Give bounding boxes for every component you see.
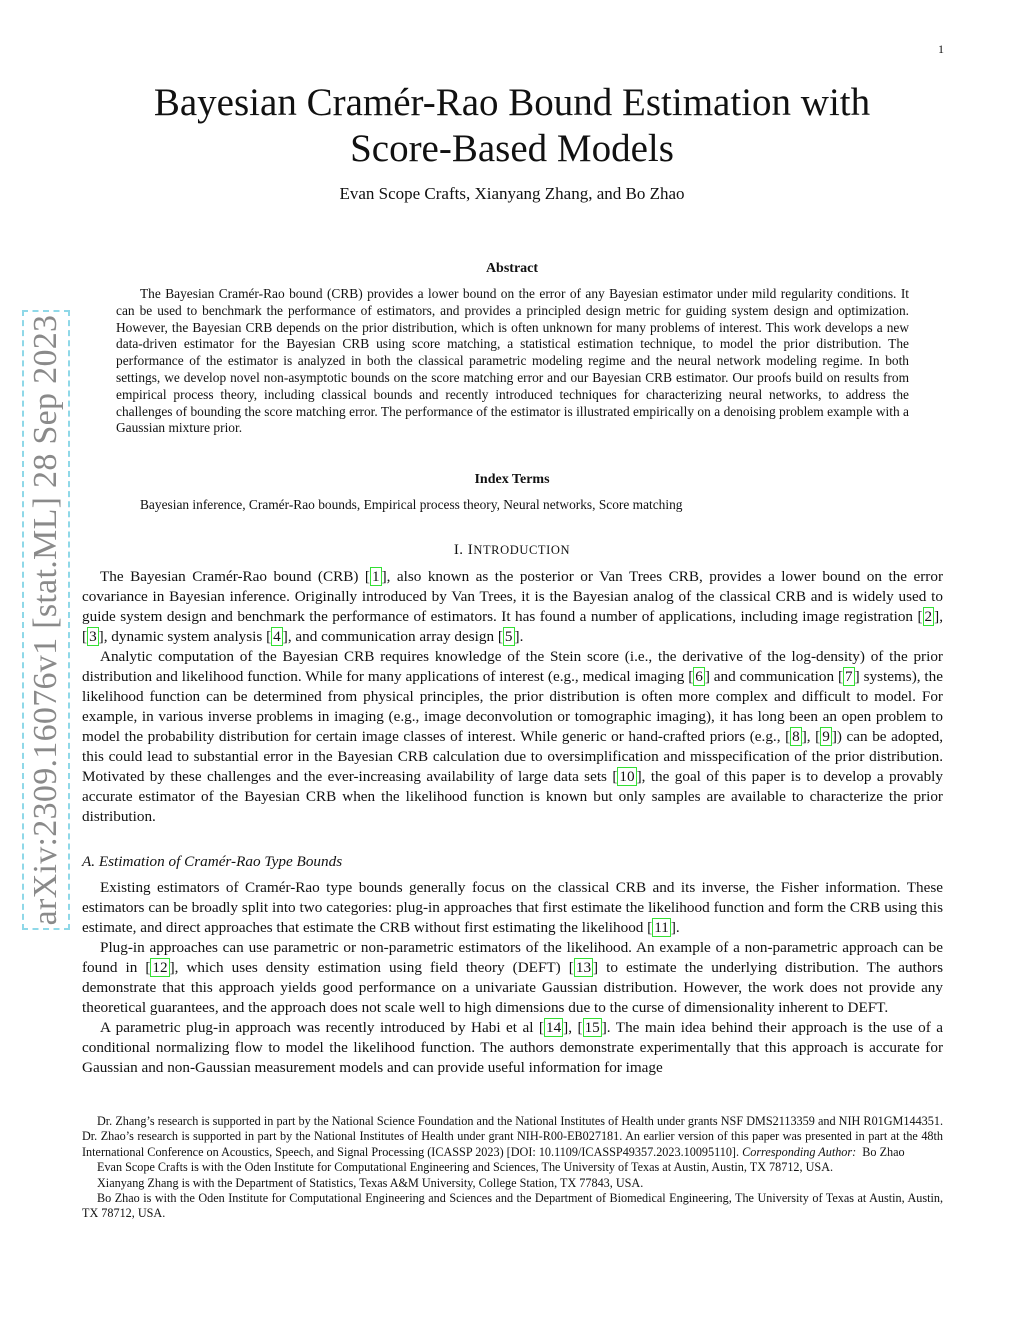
section-heading-introduction [0,542,1024,559]
text-run: Analytic computation of the Bayesian CRB requires knowledge of the Stein score (i.e., the derivative of the log-density) of the prior distribution and likelihood function. While for many applications of interest (e.g., medical imaging [ [82,648,943,685]
arxiv-stamp-text: arXiv:2309.16076v1 [stat.ML] 28 Sep 2023 [27,314,64,926]
section-title-smallcaps: NTRODUCTION [473,543,571,557]
citation-link[interactable]: 1 [371,568,380,585]
footnote-text: Dr. Zhang’s research is supported in part by the National Science Foundation and the National Institutes of Health under grants NSF DMS2113359 and NIH R01GM144351. Dr. Zhao’s research is supported in part by the National Institutes of Health under grant NIH-R00-EB027181. An earlier version of this paper was presented in part at the 48th International Conference on Acoustics, Speech, and Signal Processing (ICASSP 2023) [DOI: 10.1109/ICASSP49357.2023.10095110]. [82,1114,943,1159]
title-line-2: Score-Based Models [350,127,674,170]
abstract-text: The Bayesian Cramér-Rao bound (CRB) provides a lower bound on the error of any Bayesian estimator under mild regularity conditions. It can be used to benchmark the performance of estimators, and provides a principled design metric for guiding system design and optimization. However, the Bayesian CRB depends on the prior distribution, which is often unknown for many problems of interest. This work develops a new data-driven estimator for the Bayesian CRB using score matching, a statistical estimation technique, to model the prior distribution. The performance of the estimator is analyzed in both the classical parametric modeling regime and the neural network modeling regime. In both settings, we develop novel non-asymptotic bounds on the score matching error and our Bayesian CRB estimator. Our proofs build on results from empirical process theory, including classical bounds and recently introduced techniques for characterizing neural networks, to address the challenges of bounding the score matching error. The performance of the estimator is illustrated empirically on a denoising problem example with a Gaussian mixture prior. [116,286,909,436]
citation-link[interactable]: 15 [584,1019,600,1036]
citation-link[interactable]: 11 [654,919,669,936]
text-run: ] and communication [ [704,668,844,685]
footnote-affiliation: Evan Scope Crafts is with the Oden Institute for Computational Engineering and Sciences, The University of Texas at Austin, Austin, TX 78712, USA. [97,1160,834,1175]
text-run: ], dynamic system analysis [ [98,628,272,645]
paragraph [82,878,943,938]
text-run: ], [ [563,1019,583,1036]
footnote-affiliation: Bo Zhao is with the Oden Institute for Computational Engineering and Sciences and the Department of Biomedical Engineering, The University of Texas at Austin, Austin, TX 78712, USA. [82,1191,943,1221]
footnote-affiliation: Xianyang Zhang is with the Department of Statistics, Texas A&M University, College Station, TX 77843, USA. [97,1175,644,1190]
corresponding-author-name: Bo Zhao [862,1144,905,1159]
paragraph [82,647,943,827]
paper-title [0,80,1024,172]
page-number: 1 [938,42,944,56]
citation-link[interactable]: 13 [575,959,592,976]
index-terms-heading: Index Terms [474,472,550,487]
citation-link[interactable]: 5 [504,628,513,645]
paragraph [82,1018,943,1078]
subsection-body [82,878,943,1078]
footnote-funding [82,1114,943,1160]
text-run: ]. [670,919,680,936]
index-terms-text: Bayesian inference, Cramér-Rao bounds, Empirical process theory, Neural networks, Score matching [140,497,683,512]
text-run: ], and communication array design [ [282,628,503,645]
text-run: ] to estimate the underlying distribution. The authors demonstrate that this approach yields good performance on a univariate Gaussian distribution. However, the work does not provide any theoretical guarantees, and the approach does not scale well to high dimensions due to the curse of dimensionality inherent to DEFT. [82,959,943,1016]
introduction-body [82,567,943,827]
section-numeral: I. I [453,542,474,558]
citation-link[interactable]: 6 [695,668,703,685]
text-run: The Bayesian Cramér-Rao bound (CRB) [ [100,568,370,585]
text-run: ]) can be adopted, this could lead to substantial error in the Bayesian CRB calculation due to oversimplification and misspecification of the prior distribution. Motivated by these challenges and the ever-increasing availability of large data sets [ [82,728,943,785]
text-run: Existing estimators of Cramér-Rao type bounds generally focus on the classical CRB and its inverse, the Fisher information. These estimators can be broadly split into two categories: plug-in approaches that first estimate the likelihood function and form the CRB using this estimate, and direct approaches that estimate the CRB without first estimating the likelihood [ [82,879,943,936]
citation-link[interactable]: 3 [89,628,97,645]
abstract-heading: Abstract [485,261,539,276]
text-run: ] systems), the likelihood function can be determined from physical principles, the prior distribution is often more complex and difficult to model. For example, in various inverse problems in imaging (e.g., image deconvolution or tomographic imaging), it has long been an open problem to model the probability distribution for certain image classes of interest. While generic or hand-crafted priors (e.g., [ [82,668,943,745]
citation-link[interactable]: 12 [152,959,168,976]
citation-link[interactable]: 9 [822,728,830,745]
text-run: ]. [514,628,524,645]
corresponding-author-label: Corresponding Author: [742,1144,857,1159]
text-run: ], [ [801,728,821,745]
citation-link[interactable]: 4 [273,628,281,645]
text-run: ], [ [82,608,943,645]
text-run: ], which uses density estimation using field theory (DEFT) [ [169,959,574,976]
text-run: A parametric plug-in approach was recently introduced by Habi et al [ [100,1019,544,1036]
title-line-1: Bayesian Cramér-Rao Bound Estimation with [153,81,871,124]
subsection-heading: A. Estimation of Cramér-Rao Type Bounds [82,853,343,870]
footnotes [82,1114,943,1222]
citation-link[interactable]: 14 [545,1019,562,1036]
citation-link[interactable]: 7 [845,668,853,685]
text-run: Plug-in approaches can use parametric or non-parametric estimators of the likelihood. An example of a non-parametric approach can be found in [ [82,939,943,976]
author-list: Evan Scope Crafts, Xianyang Zhang, and Bo Zhao [339,184,685,203]
arxiv-stamp[interactable] [22,310,70,930]
paragraph [82,938,943,1018]
text-run: ]. The main idea behind their approach is the use of a conditional normalizing flow to model the likelihood function. The authors demonstrate experimentally that this approach is accurate for Gaussian and non-Gaussian measurement models and can provide useful information for image [82,1019,943,1076]
text-run: ], also known as the posterior or Van Trees CRB, provides a lower bound on the error covariance in Bayesian inference. Originally introduced by Van Trees, it is the Bayesian analog of the classical CRB and is widely used to guide system design and benchmark the performance of estimators. It has found a number of applications, including image registration [ [82,568,944,625]
citation-link[interactable]: 10 [619,768,635,785]
paragraph [82,567,943,647]
citation-link[interactable]: 8 [792,728,800,745]
citation-link[interactable]: 2 [924,608,933,625]
text-run: ], the goal of this paper is to develop a provably accurate estimator of the Bayesian CRB when the likelihood function is known but only samples are available to characterize the prior distribution. [82,768,943,825]
